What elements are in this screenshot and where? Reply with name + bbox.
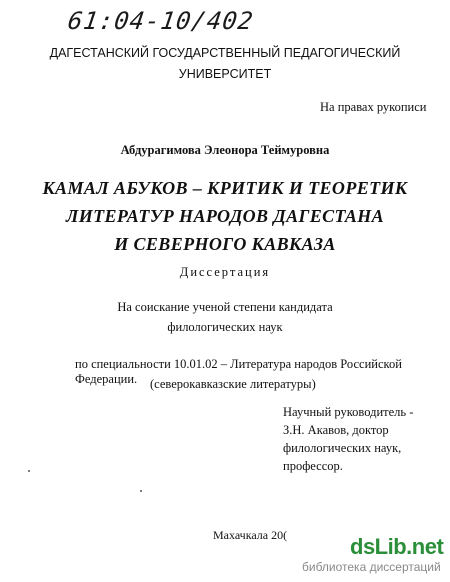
handwritten-catalog-number — [68, 6, 298, 42]
university-name-line2: УНИВЕРСИТЕТ — [178, 67, 272, 81]
title-line1: КАМАЛ АБУКОВ – КРИТИК И ТЕОРЕТИК — [42, 178, 408, 198]
scan-speck — [28, 470, 30, 472]
specialty-line1: по специальности 10.01.02 – Литература народов Российской Федерации. — [75, 357, 402, 386]
title-line3: И СЕВЕРНОГО КАВКАЗА — [114, 234, 336, 254]
author-name: Абдурагимова Элеонора Теймуровна — [120, 143, 330, 157]
watermark-logo: dsLib.net — [350, 534, 444, 559]
specialty-line2: (северокавказские литературы) — [150, 377, 316, 391]
city-year: Махачкала 20( — [213, 528, 288, 542]
watermark-tagline: библиотека диссертаций — [302, 560, 441, 574]
degree-line1: На соискание ученой степени кандидата — [117, 300, 333, 314]
manuscript-rights-note: На правах рукописи — [320, 100, 427, 114]
title-line2: ЛИТЕРАТУР НАРОДОВ ДАГЕСТАНА — [65, 206, 385, 226]
supervisor-line2: З.Н. Акавов, доктор — [283, 423, 389, 437]
degree-line2: филологических наук — [167, 320, 283, 334]
handwritten-number-text: 61:04-10/402 — [66, 7, 256, 35]
supervisor-line3: филологических наук, — [283, 441, 402, 455]
scan-speck — [140, 490, 142, 492]
supervisor-line4: профессор. — [283, 459, 343, 473]
supervisor-line1: Научный руководитель - — [283, 405, 414, 419]
university-name-line1: ДАГЕСТАНСКИЙ ГОСУДАРСТВЕННЫЙ ПЕДАГОГИЧЕСКИЙ — [49, 46, 401, 60]
document-type: Диссертация — [179, 265, 271, 279]
